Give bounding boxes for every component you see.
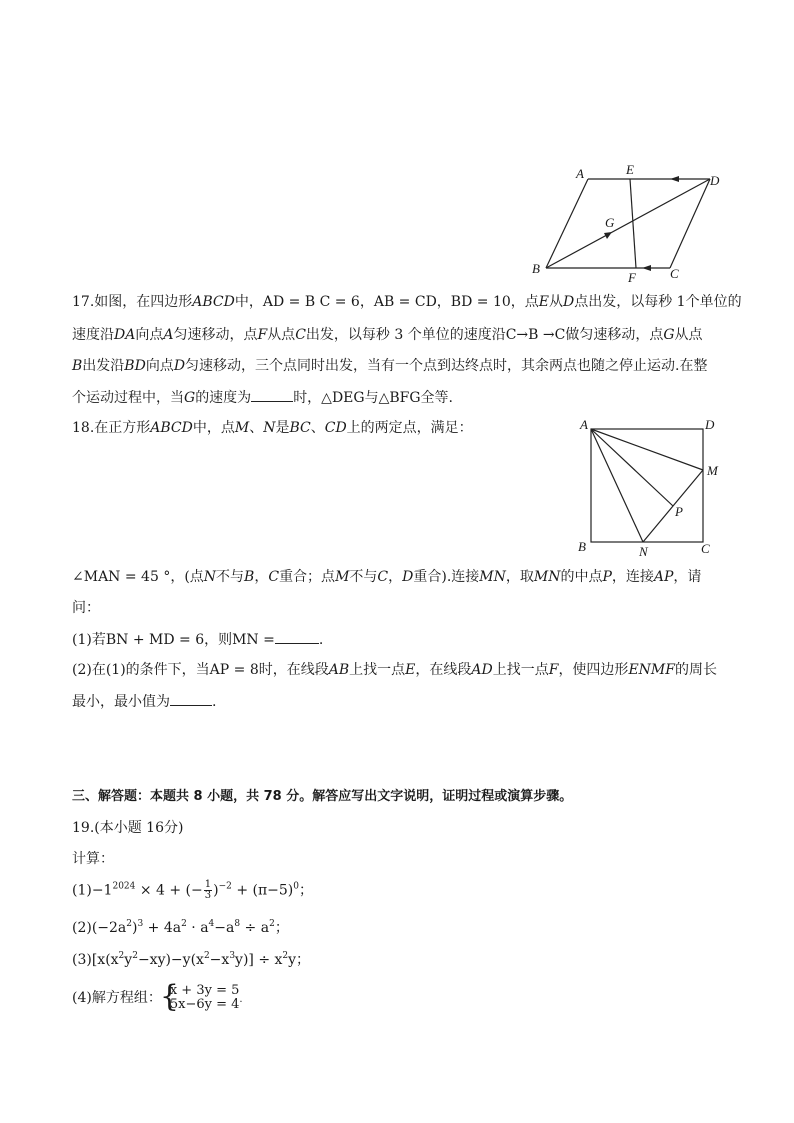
q18-line-1: 18.在正方形ABCD中，点M、N是BC、CD上的两定点，满足： — [72, 420, 473, 436]
label-c: C — [701, 541, 710, 556]
q19-heading: 19.(本小题 16分) — [72, 820, 184, 836]
square-abcd — [591, 429, 703, 542]
equation-system: { x + 3y = 5 5x−6y = 4 — [162, 984, 240, 1012]
q19-expression-1: $(1)-1^{2024} \times 4$ + (− $\frac{1}{3}$ )$^{-2} + (\pi-5)^0$； — [72, 879, 314, 901]
fraction-one-third: $\frac{1}{3}$ — [204, 879, 212, 901]
label-b: B — [532, 261, 540, 276]
segment-ba — [546, 179, 588, 268]
label-a: A — [580, 417, 588, 432]
label-a: A — [576, 166, 584, 181]
q17-line-4: 个运动过程中，当G的速度为 时，△DEG与△BFG全等. — [72, 387, 453, 408]
q18-part2-answer-blank[interactable] — [170, 691, 212, 706]
q17-line-1: 17.如图，在四边形ABCD中，AD = B C = 6，AB = CD，BD = 10，点E从D点出发，以每秒 1个单位的 — [72, 294, 742, 310]
q18-line-3: 问： — [72, 600, 100, 616]
section-3-heading: 三、解答题：本题共 8 小题，共 78 分。解答应写出文字说明，证明过程或演算步骤。 — [72, 789, 573, 804]
arrow-ea — [670, 176, 679, 182]
segment-ap — [591, 429, 673, 506]
figure-q17-parallelogram — [520, 160, 730, 285]
q18-part-1: (1)若BN + MD = 6，则MN = . — [72, 629, 323, 650]
label-f: F — [628, 270, 636, 285]
segment-an — [591, 429, 643, 542]
arrow-cf — [642, 265, 651, 271]
segment-mn — [643, 470, 703, 542]
segment-ef — [630, 179, 636, 268]
q19-expression-4: (4)解方程组： { x + 3y = 5 5x−6y = 4 . — [72, 984, 243, 1014]
q18-part-2-cont: 最小，最小值为 . — [72, 691, 216, 712]
figure-q18-square — [570, 415, 730, 560]
label-n: N — [639, 544, 648, 559]
label-p: P — [675, 504, 683, 519]
q18-part-2: (2)在(1)的条件下，当AP = 8时，在线段AB上找一点E，在线段AD上找一点F，使四边形ENMF的周长 — [72, 662, 717, 678]
q19-instruction: 计算： — [72, 851, 114, 867]
segment-bd — [546, 179, 710, 268]
label-d: D — [710, 173, 720, 188]
label-g: G — [605, 215, 615, 230]
q17-line-3: B出发沿BD向点D匀速移动，三个点同时出发，当有一个点到达终点时，其余两点也随之停止运动.在整 — [72, 358, 708, 374]
q17-line-2: 速度沿DA向点A匀速移动，点F从点C出发，以每秒 3 个单位的速度沿C→B →C做匀速移动，点G从点 — [72, 327, 703, 343]
label-e: E — [626, 162, 634, 177]
label-m: M — [707, 463, 718, 478]
label-c: C — [670, 266, 679, 281]
label-b: B — [578, 539, 586, 554]
q18-part1-answer-blank[interactable] — [275, 629, 319, 644]
segment-am — [591, 429, 703, 470]
label-d: D — [705, 417, 715, 432]
q17-answer-blank[interactable] — [251, 387, 293, 402]
segment-dc — [670, 179, 710, 268]
q19-expression-3: $(3)[x(x^2y^2-xy)-y(x^2-x^3y)] \div x^2y$； — [72, 951, 311, 968]
q19-expression-2: $(2)(-2a^2)^3 + 4a^2 \cdot a^4-a^8 \div a^2$； — [72, 919, 289, 936]
q18-line-2: ∠MAN = 45 °，(点N不与B，C重合；点M不与C，D重合).连接MN，取MN的中点P，连接AP，请 — [72, 569, 702, 585]
